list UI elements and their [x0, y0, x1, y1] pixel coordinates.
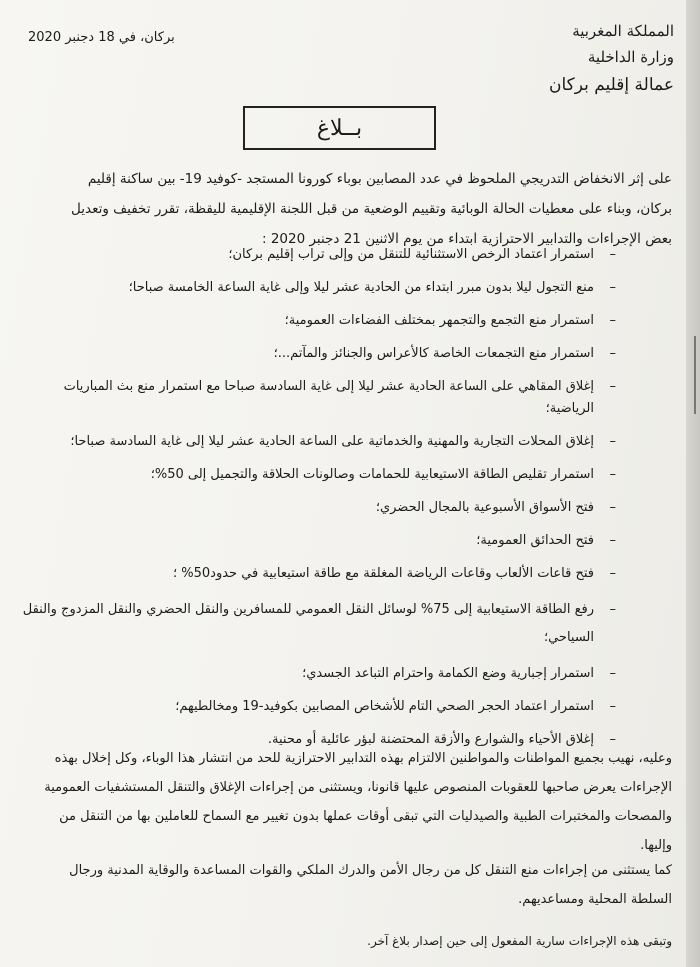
date-line: بركان، في 18 دجنبر 2020 — [28, 30, 175, 45]
list-item-text: فتح الحدائق العمومية؛ — [476, 533, 594, 548]
list-dash: – — [609, 467, 616, 482]
list-item-text: فتح الأسواق الأسبوعية بالمجال الحضري؛ — [375, 500, 594, 515]
letterhead-ministry: وزارة الداخلية — [587, 48, 674, 66]
letterhead-province: عمالة إقليم بركان — [548, 75, 674, 95]
list-dash: – — [609, 699, 616, 714]
list-dash: – — [609, 346, 616, 361]
list-item-text: استمرار اعتماد الحجر الصحي التام للأشخاص المصابين بكوفيد-19 ومخالطيهم؛ — [175, 699, 594, 714]
list-item — [12, 696, 672, 718]
list-item — [12, 431, 672, 453]
list-dash: – — [609, 313, 616, 328]
edge-mark — [694, 336, 696, 414]
document-title-text: بــلاغ — [316, 115, 363, 141]
list-dash: – — [609, 732, 616, 747]
list-item-text: إغلاق المحلات التجارية والمهنية والخدماتية على الساعة الحادية عشر ليلا إلى غاية السادسة صباحا؛ — [70, 434, 594, 449]
list-item — [12, 244, 672, 266]
list-dash: – — [609, 434, 616, 449]
page-edge — [686, 0, 700, 967]
list-item-text: استمرار إجبارية وضع الكمامة واحترام التباعد الجسدي؛ — [302, 666, 594, 681]
closing-paragraph-validity: وتبقى هذه الإجراءات سارية المفعول إلى حين إصدار بلاغ آخر. — [367, 934, 672, 948]
list-item — [12, 277, 672, 299]
list-item — [12, 530, 672, 552]
list-item-text: استمرار منع التجمعات الخاصة كالأعراس والجنائز والمآتم...؛ — [273, 346, 594, 361]
list-dash: – — [609, 602, 616, 617]
closing-paragraph-compliance: وعليه، نهيب بجميع المواطنات والمواطنين الالتزام بهذه التدابير الاحترازية للحد من انتشار هذا الوباء، وكل إخلال بهذه الإجراءات يعرض صاحبها للعقوبات المنصوص عليها قانونا، ويستثنى من إجراءات الإغلاق والتنقل المستشفيات العمومية والمصحات والمختبرات الطبية والصيدليات التي تبقى أوقات عملها بدون تغيير مع السماح للعاملين بها من التنقل من وإليها. — [44, 751, 672, 853]
list-item-text: استمرار منع التجمع والتجمهر بمختلف الفضاءات العمومية؛ — [284, 313, 594, 328]
list-item — [12, 464, 672, 486]
list-item — [12, 343, 672, 365]
list-item-text: إغلاق الأحياء والشوارع والأزقة المحتضنة لبؤر عائلية أو محنية. — [267, 732, 594, 747]
list-item — [12, 663, 672, 685]
list-item — [12, 497, 672, 519]
list-dash: – — [609, 566, 616, 581]
list-dash: – — [609, 500, 616, 515]
list-item-text: استمرار تقليص الطاقة الاستيعابية للحمامات وصالونات الحلاقة والتجميل إلى 50%؛ — [150, 467, 594, 482]
list-item-text: استمرار اعتماد الرخص الاستثنائية للتنقل من وإلى تراب إقليم بركان؛ — [228, 247, 594, 262]
list-dash: – — [609, 247, 616, 262]
list-dash: – — [609, 280, 616, 295]
list-item-text: إغلاق المقاهي على الساعة الحادية عشر ليلا إلى غاية السادسة صباحا مع استمرار منع بث المباريات الرياضية؛ — [63, 379, 594, 416]
measures-list — [12, 244, 672, 751]
letterhead — [494, 18, 674, 98]
closing-paragraph-exemptions: كما يستثنى من إجراءات منع التنقل كل من رجال الأمن والدرك الملكي والقوات المساعدة والوقاية المدنية ورجال السلطة المحلية ومساعديهم. — [69, 863, 672, 907]
list-item-text: فتح قاعات الألعاب وقاعات الرياضة المغلقة مع طاقة استيعابية في حدود50% ؛ — [172, 566, 594, 581]
list-item-text: منع التجول ليلا بدون مبرر ابتداء من الحادية عشر ليلا وإلى غاية الساعة الخامسة صباحا؛ — [128, 280, 594, 295]
letterhead-kingdom: المملكة المغربية — [572, 22, 674, 40]
intro-paragraph: على إثر الانخفاض التدريجي الملحوظ في عدد المصابين بوباء كورونا المستجد -كوفيد 19- بين ساكنة إقليم بركان، وبناء على معطيات الحالة الوبائية وتقييم الوضعية من قبل اللجنة الإقليمية لليقظة، تقرر تخفيف وتعديل بعض الإجراءات والتدابير الاحترازية ابتداء من يوم الاثنين 21 دجنبر 2020 : — [71, 171, 672, 247]
list-dash: – — [609, 666, 616, 681]
list-dash: – — [609, 533, 616, 548]
document-title — [243, 106, 436, 150]
list-item — [12, 563, 672, 585]
list-item — [12, 376, 672, 420]
list-item — [12, 310, 672, 332]
list-item — [12, 596, 672, 652]
list-dash: – — [609, 379, 616, 394]
list-item-text: رفع الطاقة الاستيعابية إلى 75% لوسائل النقل العمومي للمسافرين والنقل الحضري والنقل المزدوج والنقل السياحي؛ — [22, 602, 594, 645]
